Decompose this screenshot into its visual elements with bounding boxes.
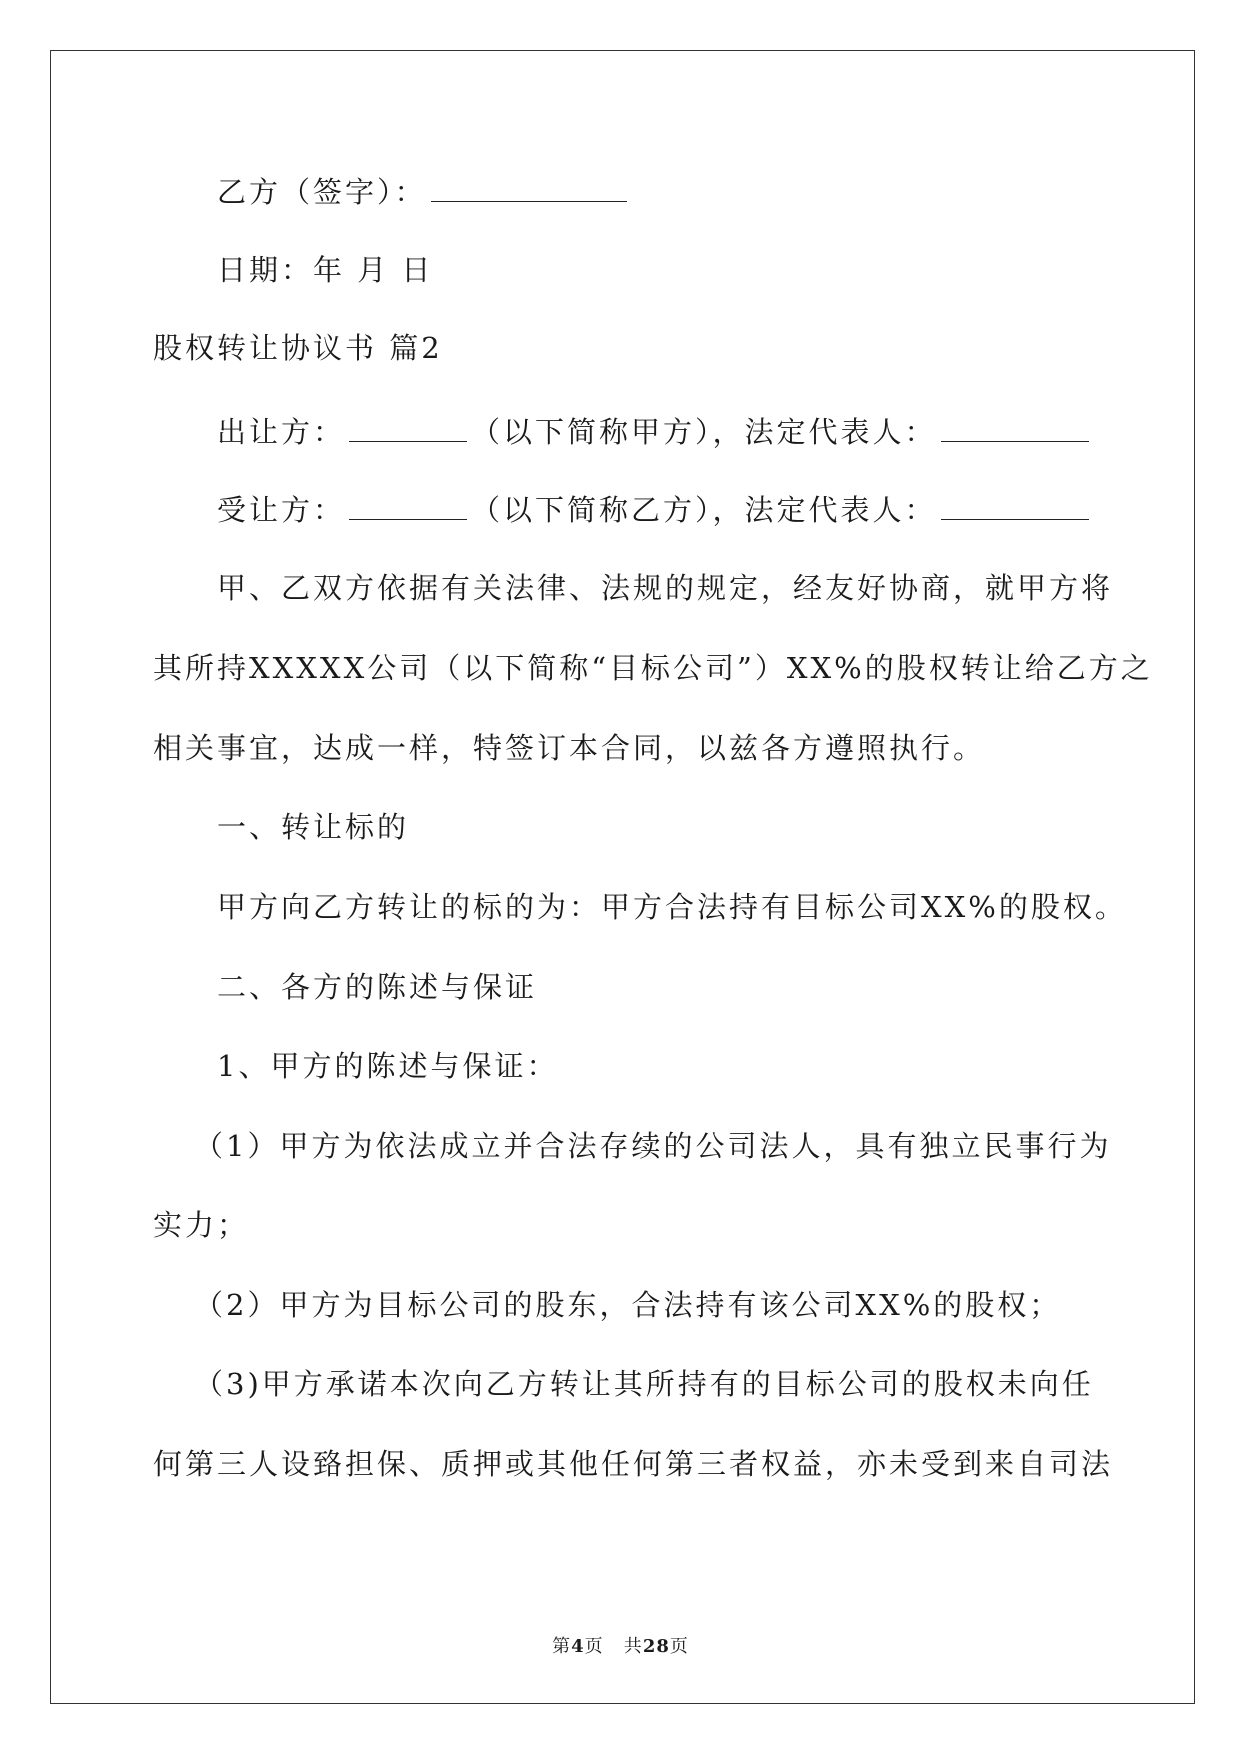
page-footer: [0, 1632, 1241, 1658]
transferee-line: [217, 490, 1093, 530]
transferor-note: （以下简称甲方），法定代表人：: [471, 415, 937, 449]
signature-line-party-b: [217, 172, 631, 212]
sub-heading: 1、甲方的陈述与保证：: [217, 1049, 559, 1083]
paragraph-line: 甲、乙双方依据有关法律、法规的规定，经友好协商，就甲方将: [217, 571, 1114, 605]
footer-prefix: 第: [552, 1636, 572, 1657]
clause-heading: 一、转让标的: [217, 810, 410, 844]
footer-mid: 页 共: [584, 1636, 643, 1657]
footer-suffix: 页: [669, 1636, 689, 1657]
paragraph-line: 相关事宜，达成一样，特签订本合同，以兹各方遵照执行。: [153, 731, 986, 765]
signature-label: 乙方（签字）：: [217, 175, 427, 209]
transferee-name-blank[interactable]: [349, 493, 467, 520]
total-page-number: 28: [642, 1636, 670, 1657]
paragraph-line: 甲方向乙方转让的标的为：甲方合法持有目标公司XX%的股权。: [217, 890, 1127, 924]
paragraph-line: （3)甲方承诺本次向乙方转让其所持有的目标公司的股权未向任: [194, 1367, 1094, 1401]
transferee-note: （以下简称乙方），法定代表人：: [471, 493, 937, 527]
signature-blank[interactable]: [431, 175, 627, 202]
transferee-label: 受让方：: [217, 493, 346, 527]
date-line: 日期：年 月 日: [217, 253, 434, 287]
paragraph-line: （1）甲方为依法成立并合法存续的公司法人，具有独立民事行为: [194, 1129, 1112, 1163]
paragraph-line: 何第三人设臵担保、质押或其他任何第三者权益，亦未受到来自司法: [153, 1447, 1114, 1481]
paragraph-line: （2）甲方为目标公司的股东，合法持有该公司XX%的股权；: [194, 1288, 1062, 1322]
clause-heading: 二、各方的陈述与保证: [217, 970, 538, 1004]
transferor-line: [217, 412, 1093, 452]
current-page-number: 4: [571, 1636, 585, 1657]
paragraph-line: 实力；: [153, 1208, 250, 1242]
transferor-name-blank[interactable]: [349, 415, 467, 442]
transferor-rep-blank[interactable]: [941, 415, 1089, 442]
paragraph-line: 其所持XXXXX公司（以下简称“目标公司”）XX%的股权转让给乙方之: [153, 651, 1153, 685]
transferor-label: 出让方：: [217, 415, 346, 449]
transferee-rep-blank[interactable]: [941, 493, 1089, 520]
section-title: 股权转让协议书 篇2: [153, 331, 443, 365]
